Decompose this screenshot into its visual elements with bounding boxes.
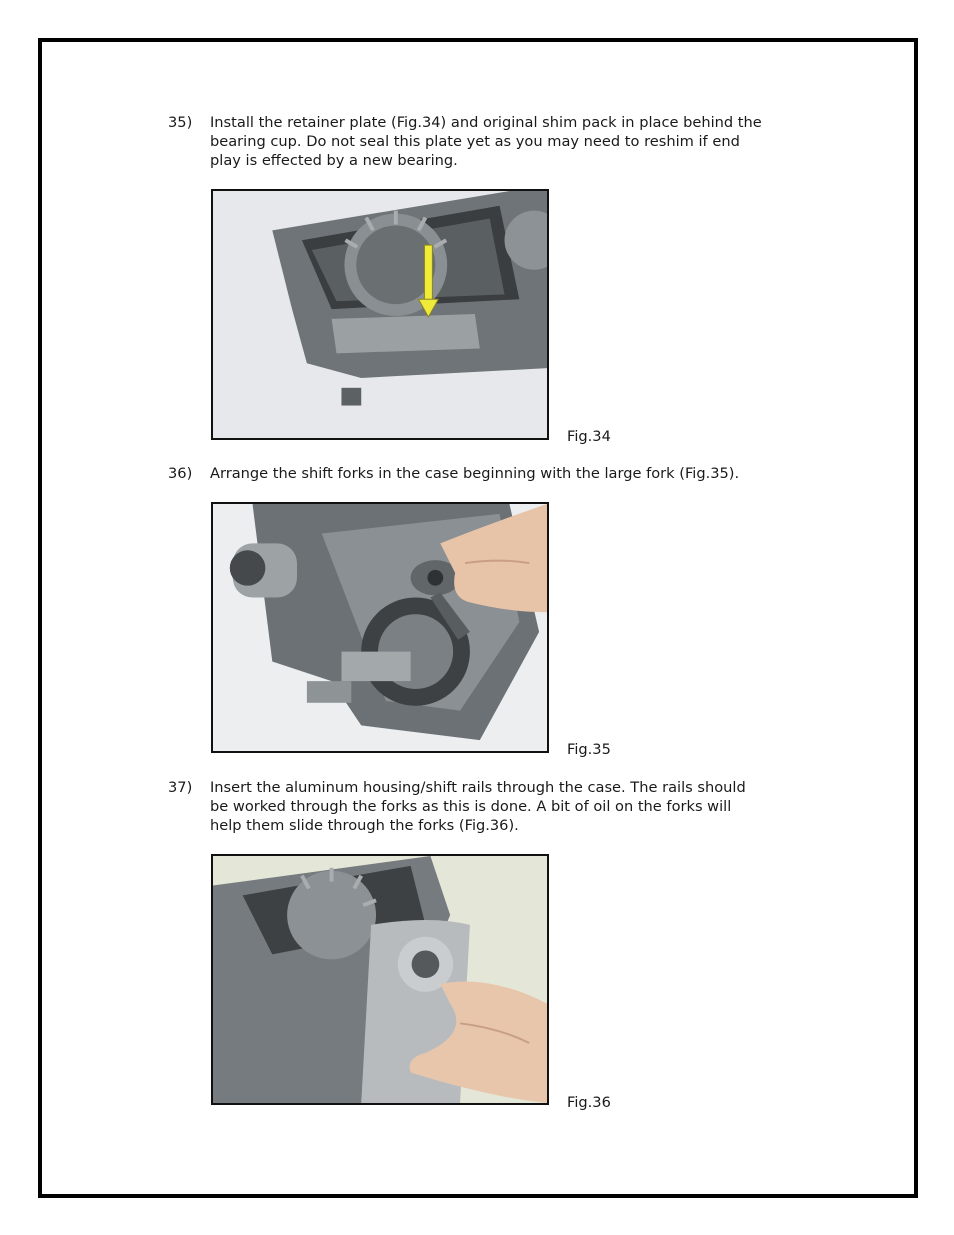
step-line: bearing cup. Do not seal this plate yet as you may need to reshim if end — [210, 133, 740, 150]
figure-36-caption: Fig.36 — [567, 1094, 611, 1111]
step-line: Install the retainer plate (Fig.34) and original shim pack in place behind the — [210, 114, 762, 131]
step-line: Insert the aluminum housing/shift rails through the case. The rails should — [210, 779, 746, 796]
gearbox-shift-fork-image — [213, 504, 547, 751]
step-number: 35) — [168, 114, 193, 131]
step-text — [210, 113, 820, 170]
step-text — [210, 464, 820, 483]
step-line: Arrange the shift forks in the case beginning with the large fork (Fig.35). — [210, 465, 740, 482]
step-number: 36) — [168, 465, 193, 482]
figure-35-photo — [211, 502, 549, 753]
step-number: 37) — [168, 779, 193, 796]
step-line: play is effected by a new bearing. — [210, 152, 458, 169]
figure-36-photo — [211, 854, 549, 1105]
figure-35-caption: Fig.35 — [567, 741, 611, 758]
gearbox-shift-rails-image — [213, 856, 547, 1103]
figure-34-photo — [211, 189, 549, 440]
step-text — [210, 778, 820, 835]
gearbox-retainer-plate-image — [213, 191, 547, 438]
figure-34-caption: Fig.34 — [567, 428, 611, 445]
step-line: be worked through the forks as this is done. A bit of oil on the forks will — [210, 798, 732, 815]
step-line: help them slide through the forks (Fig.36). — [210, 817, 519, 834]
